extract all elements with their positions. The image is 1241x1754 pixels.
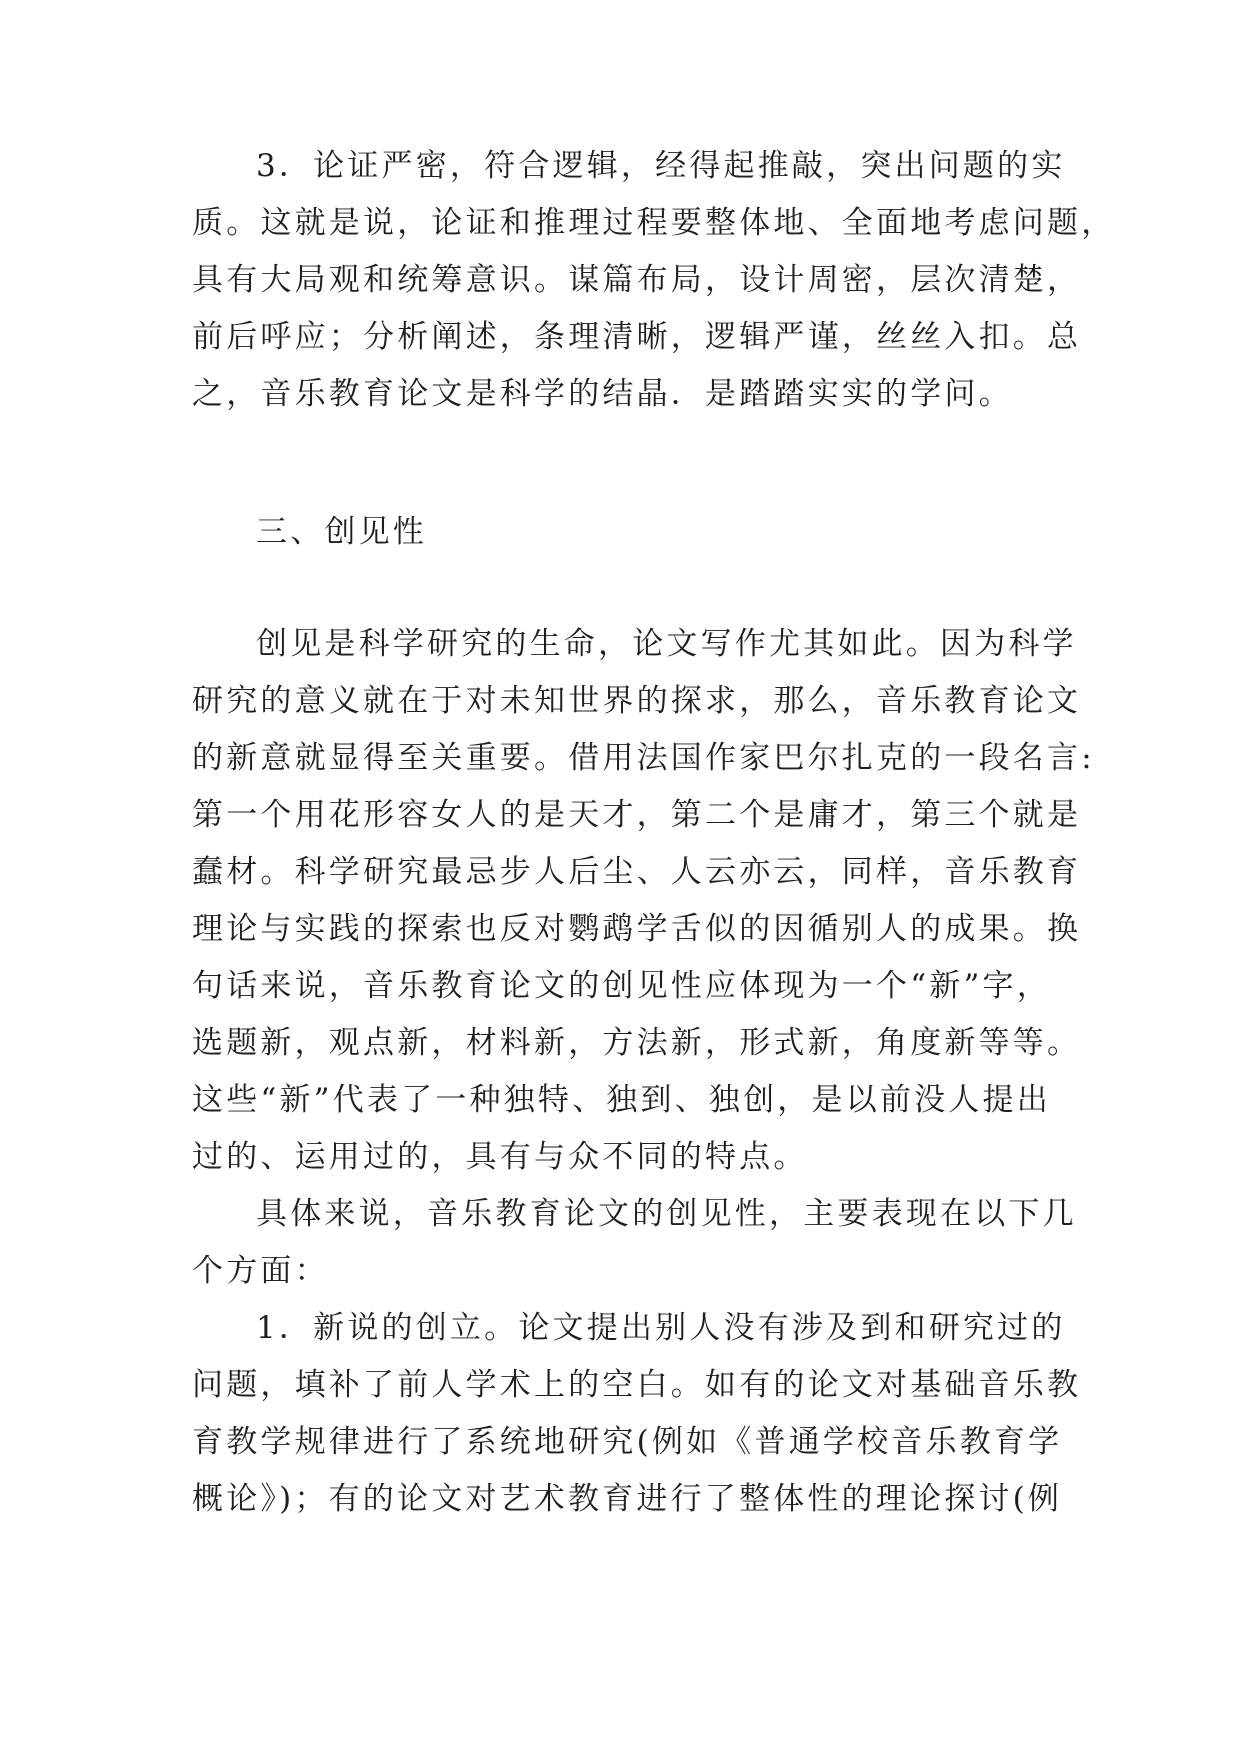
paragraph-1-line-5: 之，音乐教育论文是科学的结晶．是踏踏实实的学问。 (192, 376, 1013, 412)
paragraph-3-line-1: 具体来说，音乐教育论文的创见性，主要表现在以下几 (256, 1196, 1077, 1232)
paragraph-2-line-10: 过的、运用过的，具有与众不同的特点。 (192, 1139, 808, 1175)
paragraph-2-line-5: 蠢材。科学研究最忌步人后尘、人云亦云，同样，音乐教育 (192, 854, 1082, 890)
paragraph-2-line-9: 这些“新”代表了一种独特、独到、独创，是以前没人提出 (192, 1082, 1051, 1118)
paragraph-1-line-4: 前后呼应；分析阐述，条理清晰，逻辑严谨，丝丝入扣。总 (192, 319, 1082, 355)
paragraph-2-line-4: 第一个用花形容女人的是天才，第二个是庸才，第三个就是 (192, 797, 1082, 833)
paragraph-2-line-2: 研究的意义就在于对未知世界的探求，那么，音乐教育论文 (192, 683, 1082, 719)
paragraph-3-line-2: 个方面： (192, 1253, 329, 1289)
paragraph-2-line-8: 选题新，观点新，材料新，方法新，形式新，角度新等等。 (192, 1025, 1082, 1061)
paragraph-4-line-1: 1．新说的创立。论文提出别人没有涉及到和研究过的 (256, 1310, 1066, 1346)
paragraph-2-line-1: 创见是科学研究的生命，论文写作尤其如此。因为科学 (256, 626, 1077, 662)
paragraph-2-line-6: 理论与实践的探索也反对鹦鹉学舌似的因循别人的成果。换 (192, 911, 1082, 947)
paragraph-4-line-3: 育教学规律进行了系统地研究(例如《普通学校音乐教育学 (192, 1424, 1063, 1460)
paragraph-2-line-3: 的新意就显得至关重要。借用法国作家巴尔扎克的一段名言: (192, 740, 1095, 776)
paragraph-4-line-2: 问题，填补了前人学术上的空白。如有的论文对基础音乐教 (192, 1367, 1082, 1403)
paragraph-1-line-3: 具有大局观和统筹意识。谋篇布局，设计周密，层次清楚， (192, 262, 1082, 298)
section-heading: 三、创见性 (256, 514, 427, 550)
paragraph-4-line-4: 概论》)；有的论文对艺术教育进行了整体性的理论探讨(例 (192, 1481, 1063, 1517)
paragraph-2-line-7: 句话来说，音乐教育论文的创见性应体现为一个“新”字， (192, 968, 1051, 1004)
paragraph-1-line-2: 质。这就是说，论证和推理过程要整体地、全面地考虑问题， (192, 205, 1116, 241)
paragraph-1-line-1: 3．论证严密，符合逻辑，经得起推敲，突出问题的实 (256, 148, 1066, 184)
